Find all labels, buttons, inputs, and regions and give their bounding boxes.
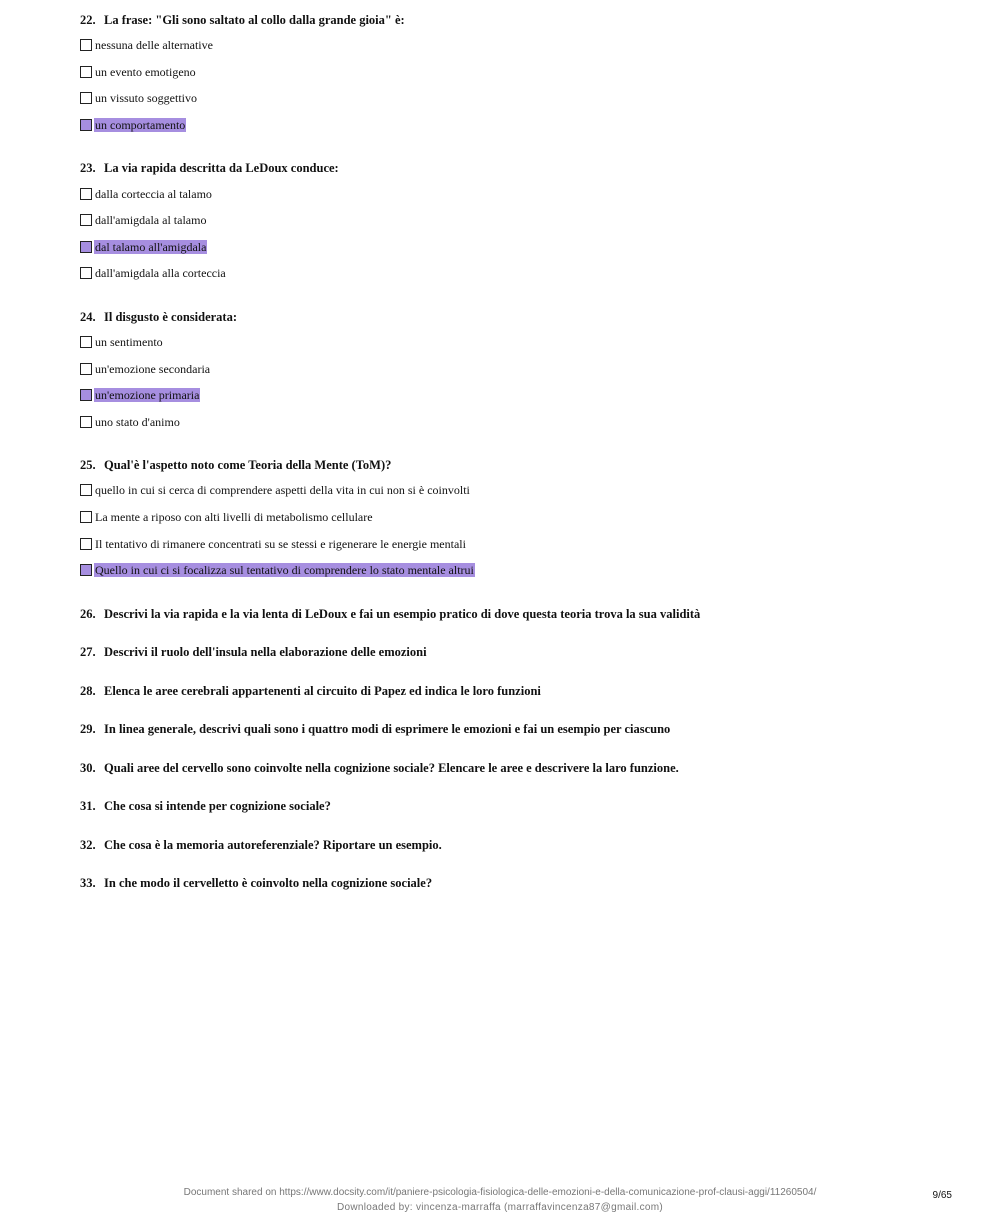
option-label: dalla corteccia al talamo: [95, 186, 212, 201]
document-content: [80, 8, 960, 910]
checkbox[interactable]: [80, 389, 92, 401]
answer-option[interactable]: [80, 207, 960, 234]
option-label: La mente a riposo con alti livelli di metabolismo cellulare: [95, 510, 373, 525]
option-label: dall'amigdala al talamo: [95, 213, 207, 228]
open-question: [80, 756, 960, 795]
checkbox[interactable]: [80, 538, 92, 550]
question-number: 33.: [80, 876, 96, 890]
question-text: Descrivi la via rapida e la via lenta di LeDoux e fai un esempio pratico di dove questa teoria trova la sua validità: [104, 606, 701, 621]
document-footer: [0, 1185, 1000, 1215]
checkbox[interactable]: [80, 66, 92, 78]
answer-option-correct[interactable]: [80, 112, 960, 139]
question-title: [80, 8, 960, 32]
question-title: [80, 453, 960, 477]
question-text: La frase: "Gli sono saltato al collo dalla grande gioia" è:: [104, 13, 405, 27]
question-number: 24.: [80, 309, 96, 324]
option-label: uno stato d'animo: [95, 414, 180, 429]
open-question: [80, 871, 960, 910]
option-label: un evento emotigeno: [95, 64, 196, 79]
checkbox[interactable]: [80, 511, 92, 523]
open-question: [80, 794, 960, 833]
page-number: 9/65: [932, 1190, 952, 1201]
open-question: [80, 679, 960, 718]
answer-option[interactable]: [80, 504, 960, 531]
checkbox[interactable]: [80, 119, 92, 131]
answer-option[interactable]: [80, 180, 960, 207]
question-number: 26.: [80, 606, 96, 621]
question-title: [80, 305, 960, 329]
option-label: nessuna delle alternative: [95, 38, 213, 53]
question-text: Che cosa è la memoria autoreferenziale? Riportare un esempio.: [104, 837, 442, 852]
open-question: [80, 602, 960, 641]
multiple-choice-section: [80, 8, 960, 584]
option-label: un comportamento: [95, 118, 186, 133]
question-number: 22.: [80, 13, 96, 27]
question-text: Qual'è l'aspetto noto come Teoria della Mente (ToM)?: [104, 458, 392, 473]
question-text: In linea generale, descrivi quali sono i quattro modi di esprimere le emozioni e fai un esempio per ciascuno: [104, 722, 671, 736]
question-text: Quali aree del cervello sono coinvolte nella cognizione sociale? Elencare le aree e descrivere la laro funzione.: [104, 760, 679, 775]
checkbox[interactable]: [80, 564, 92, 576]
checkbox[interactable]: [80, 214, 92, 226]
question-text: In che modo il cervelletto è coinvolto nella cognizione sociale?: [104, 876, 433, 890]
question-number: 23.: [80, 161, 96, 176]
answer-option[interactable]: [80, 32, 960, 59]
question-number: 30.: [80, 760, 96, 775]
option-label: Il tentativo di rimanere concentrati su se stessi e rigenerare le energie mentali: [95, 536, 466, 551]
answer-option-correct[interactable]: [80, 234, 960, 261]
checkbox[interactable]: [80, 188, 92, 200]
answer-option[interactable]: [80, 355, 960, 382]
option-label: un sentimento: [95, 335, 163, 350]
question-title: [80, 156, 960, 180]
checkbox[interactable]: [80, 484, 92, 496]
option-label: un vissuto soggettivo: [95, 91, 198, 106]
answer-option[interactable]: [80, 59, 960, 86]
question-block: [80, 8, 960, 138]
open-question: [80, 833, 960, 872]
question-block: [80, 453, 960, 583]
option-label: Quello in cui ci si focalizza sul tentativo di comprendere lo stato mentale altrui: [95, 563, 474, 578]
question-text: La via rapida descritta da LeDoux conduce:: [104, 161, 339, 176]
option-label: quello in cui si cerca di comprendere aspetti della vita in cui non si è coinvolti: [95, 483, 470, 498]
answer-option[interactable]: [80, 409, 960, 436]
checkbox[interactable]: [80, 416, 92, 428]
open-questions-section: [80, 602, 960, 910]
checkbox[interactable]: [80, 363, 92, 375]
answer-option[interactable]: [80, 477, 960, 504]
option-label: dal talamo all'amigdala: [95, 239, 207, 254]
question-number: 28.: [80, 683, 96, 698]
open-question: [80, 640, 960, 679]
question-number: 29.: [80, 722, 96, 736]
answer-option[interactable]: [80, 85, 960, 112]
checkbox[interactable]: [80, 241, 92, 253]
open-question: [80, 717, 960, 756]
option-label: dall'amigdala alla corteccia: [95, 266, 226, 281]
question-text: Il disgusto è considerata:: [104, 309, 237, 324]
option-label: un'emozione primaria: [95, 388, 200, 403]
answer-option[interactable]: [80, 530, 960, 557]
question-block: [80, 305, 960, 435]
question-text: Elenca le aree cerebrali appartenenti al circuito di Papez ed indica le loro funzioni: [104, 683, 541, 698]
checkbox[interactable]: [80, 39, 92, 51]
answer-option-correct[interactable]: [80, 557, 960, 584]
option-label: un'emozione secondaria: [95, 361, 211, 376]
question-number: 25.: [80, 458, 96, 473]
question-block: [80, 156, 960, 286]
checkbox[interactable]: [80, 92, 92, 104]
downloaded-by-text: Downloaded by: vincenza-marraffa (marraffavincenza87@gmail.com): [336, 1202, 664, 1213]
question-number: 32.: [80, 837, 96, 852]
question-number: 27.: [80, 645, 96, 659]
answer-option[interactable]: [80, 329, 960, 356]
question-number: 31.: [80, 799, 96, 813]
question-text: Descrivi il ruolo dell'insula nella elaborazione delle emozioni: [104, 645, 427, 659]
question-text: Che cosa si intende per cognizione sociale?: [104, 799, 331, 813]
answer-option-correct[interactable]: [80, 382, 960, 409]
shared-on-link[interactable]: Document shared on https://www.docsity.com/it/paniere-psicologia-fisiologica-delle-emozioni-e-della-comunicazione-prof-clausi-aggi/11260504/: [183, 1187, 817, 1198]
checkbox[interactable]: [80, 336, 92, 348]
checkbox[interactable]: [80, 267, 92, 279]
answer-option[interactable]: [80, 260, 960, 287]
